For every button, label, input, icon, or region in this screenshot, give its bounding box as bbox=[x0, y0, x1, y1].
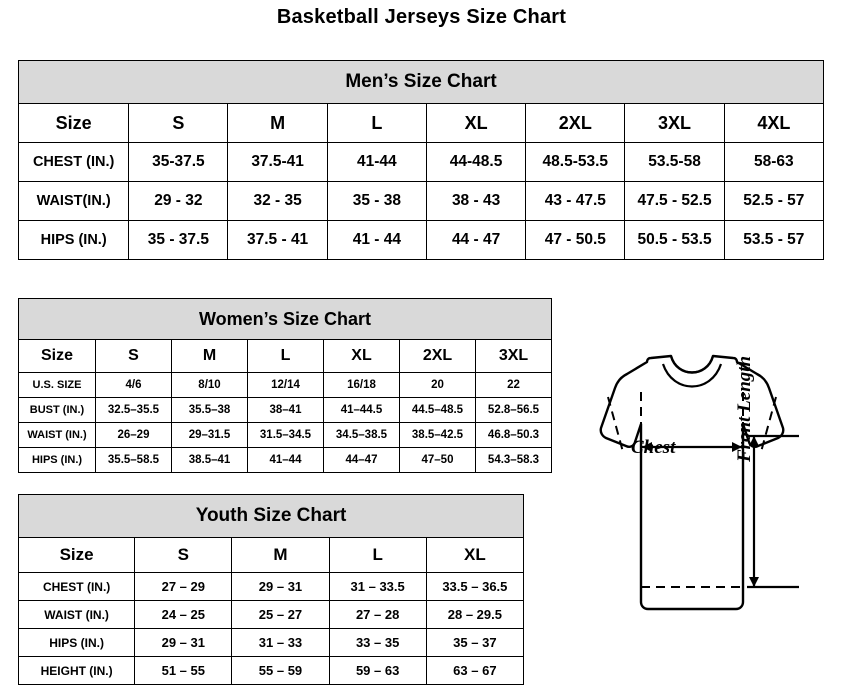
womens-header-s: S bbox=[96, 340, 172, 373]
table-row bbox=[19, 629, 524, 657]
mens-header-4xl: 4XL bbox=[724, 104, 823, 143]
womens-bust-l: 38–41 bbox=[248, 398, 324, 423]
womens-bust-xl: 41–44.5 bbox=[324, 398, 400, 423]
womens-waist-2xl: 38.5–42.5 bbox=[400, 423, 476, 448]
mens-chart-caption: Men’s Size Chart bbox=[19, 61, 824, 104]
mens-row-label-hips: HIPS (IN.) bbox=[19, 221, 129, 260]
youth-height-xl: 63 – 67 bbox=[426, 657, 523, 685]
womens-us-size-3xl: 22 bbox=[476, 373, 552, 398]
table-row bbox=[19, 448, 552, 473]
womens-header-xl: XL bbox=[324, 340, 400, 373]
youth-row-label-hips: HIPS (IN.) bbox=[19, 629, 135, 657]
table-row bbox=[19, 221, 824, 260]
youth-chest-m: 29 – 31 bbox=[232, 573, 329, 601]
mens-header-2xl: 2XL bbox=[526, 104, 625, 143]
page-title: Basketball Jerseys Size Chart bbox=[276, 6, 567, 28]
youth-header-l: L bbox=[329, 538, 426, 573]
table-row bbox=[19, 657, 524, 685]
table-row bbox=[19, 143, 824, 182]
mens-waist-s: 29 - 32 bbox=[129, 182, 228, 221]
table-row bbox=[19, 601, 524, 629]
table-header-row bbox=[19, 340, 552, 373]
mens-waist-3xl: 47.5 - 52.5 bbox=[625, 182, 724, 221]
youth-waist-s: 24 – 25 bbox=[135, 601, 232, 629]
youth-row-label-chest: CHEST (IN.) bbox=[19, 573, 135, 601]
table-row bbox=[19, 373, 552, 398]
table-caption-row bbox=[19, 299, 552, 340]
womens-waist-3xl: 46.8–50.3 bbox=[476, 423, 552, 448]
youth-row-label-waist: WAIST (IN.) bbox=[19, 601, 135, 629]
womens-waist-s: 26–29 bbox=[96, 423, 172, 448]
womens-bust-3xl: 52.8–56.5 bbox=[476, 398, 552, 423]
table-row bbox=[19, 398, 552, 423]
mens-waist-xl: 38 - 43 bbox=[426, 182, 525, 221]
mens-hips-xl: 44 - 47 bbox=[426, 221, 525, 260]
womens-hips-3xl: 54.3–58.3 bbox=[476, 448, 552, 473]
mens-waist-l: 35 - 38 bbox=[327, 182, 426, 221]
mens-header-s: S bbox=[129, 104, 228, 143]
youth-height-l: 59 – 63 bbox=[329, 657, 426, 685]
mens-chest-2xl: 48.5-53.5 bbox=[526, 143, 625, 182]
womens-us-size-s: 4/6 bbox=[96, 373, 172, 398]
table-caption-row bbox=[19, 495, 524, 538]
youth-height-s: 51 – 55 bbox=[135, 657, 232, 685]
youth-height-m: 55 – 59 bbox=[232, 657, 329, 685]
mens-row-label-chest: CHEST (IN.) bbox=[19, 143, 129, 182]
youth-hips-m: 31 – 33 bbox=[232, 629, 329, 657]
mens-header-m: M bbox=[228, 104, 327, 143]
table-header-row bbox=[19, 538, 524, 573]
chest-dimension-label: Chest bbox=[631, 437, 676, 458]
youth-size-chart-table bbox=[18, 494, 524, 685]
womens-header-l: L bbox=[248, 340, 324, 373]
womens-bust-2xl: 44.5–48.5 bbox=[400, 398, 476, 423]
womens-header-size: Size bbox=[19, 340, 96, 373]
womens-waist-m: 29–31.5 bbox=[172, 423, 248, 448]
youth-waist-l: 27 – 28 bbox=[329, 601, 426, 629]
mens-header-xl: XL bbox=[426, 104, 525, 143]
mens-header-l: L bbox=[327, 104, 426, 143]
womens-bust-m: 35.5–38 bbox=[172, 398, 248, 423]
youth-header-m: M bbox=[232, 538, 329, 573]
womens-hips-2xl: 47–50 bbox=[400, 448, 476, 473]
womens-waist-l: 31.5–34.5 bbox=[248, 423, 324, 448]
womens-header-m: M bbox=[172, 340, 248, 373]
womens-hips-s: 35.5–58.5 bbox=[96, 448, 172, 473]
mens-size-chart-table bbox=[18, 60, 824, 260]
table-caption-row bbox=[19, 61, 824, 104]
mens-chest-s: 35-37.5 bbox=[129, 143, 228, 182]
front-length-dimension-label: Front Length bbox=[734, 355, 755, 462]
mens-header-3xl: 3XL bbox=[625, 104, 724, 143]
youth-header-xl: XL bbox=[426, 538, 523, 573]
womens-chart-caption: Women’s Size Chart bbox=[19, 299, 552, 340]
womens-hips-l: 41–44 bbox=[248, 448, 324, 473]
womens-us-size-m: 8/10 bbox=[172, 373, 248, 398]
youth-hips-xl: 35 – 37 bbox=[426, 629, 523, 657]
womens-hips-xl: 44–47 bbox=[324, 448, 400, 473]
womens-hips-m: 38.5–41 bbox=[172, 448, 248, 473]
youth-header-s: S bbox=[135, 538, 232, 573]
mens-waist-4xl: 52.5 - 57 bbox=[724, 182, 823, 221]
womens-size-chart-table bbox=[18, 298, 552, 473]
table-header-row bbox=[19, 104, 824, 143]
womens-us-size-l: 12/14 bbox=[248, 373, 324, 398]
shirt-measurement-diagram bbox=[551, 352, 843, 679]
table-row bbox=[19, 573, 524, 601]
mens-hips-s: 35 - 37.5 bbox=[129, 221, 228, 260]
youth-row-label-height: HEIGHT (IN.) bbox=[19, 657, 135, 685]
youth-chest-s: 27 – 29 bbox=[135, 573, 232, 601]
womens-row-label-bust: BUST (IN.) bbox=[19, 398, 96, 423]
mens-waist-2xl: 43 - 47.5 bbox=[526, 182, 625, 221]
womens-waist-xl: 34.5–38.5 bbox=[324, 423, 400, 448]
womens-row-label-us-size: U.S. SIZE bbox=[19, 373, 96, 398]
mens-row-label-waist: WAIST(IN.) bbox=[19, 182, 129, 221]
mens-chest-4xl: 58-63 bbox=[724, 143, 823, 182]
mens-chest-xl: 44-48.5 bbox=[426, 143, 525, 182]
youth-hips-l: 33 – 35 bbox=[329, 629, 426, 657]
youth-waist-m: 25 – 27 bbox=[232, 601, 329, 629]
mens-chest-l: 41-44 bbox=[327, 143, 426, 182]
mens-chest-3xl: 53.5-58 bbox=[625, 143, 724, 182]
youth-header-size: Size bbox=[19, 538, 135, 573]
youth-waist-xl: 28 – 29.5 bbox=[426, 601, 523, 629]
womens-header-2xl: 2XL bbox=[400, 340, 476, 373]
mens-hips-3xl: 50.5 - 53.5 bbox=[625, 221, 724, 260]
mens-hips-4xl: 53.5 - 57 bbox=[724, 221, 823, 260]
youth-chest-xl: 33.5 – 36.5 bbox=[426, 573, 523, 601]
mens-hips-m: 37.5 - 41 bbox=[228, 221, 327, 260]
mens-waist-m: 32 - 35 bbox=[228, 182, 327, 221]
youth-chart-caption: Youth Size Chart bbox=[19, 495, 524, 538]
womens-us-size-xl: 16/18 bbox=[324, 373, 400, 398]
table-row bbox=[19, 423, 552, 448]
womens-us-size-2xl: 20 bbox=[400, 373, 476, 398]
womens-row-label-hips: HIPS (IN.) bbox=[19, 448, 96, 473]
youth-chest-l: 31 – 33.5 bbox=[329, 573, 426, 601]
mens-hips-l: 41 - 44 bbox=[327, 221, 426, 260]
table-row bbox=[19, 182, 824, 221]
jersey-outline-icon bbox=[551, 352, 843, 679]
mens-header-size: Size bbox=[19, 104, 129, 143]
womens-bust-s: 32.5–35.5 bbox=[96, 398, 172, 423]
womens-row-label-waist: WAIST (IN.) bbox=[19, 423, 96, 448]
youth-hips-s: 29 – 31 bbox=[135, 629, 232, 657]
mens-hips-2xl: 47 - 50.5 bbox=[526, 221, 625, 260]
womens-header-3xl: 3XL bbox=[476, 340, 552, 373]
mens-chest-m: 37.5-41 bbox=[228, 143, 327, 182]
